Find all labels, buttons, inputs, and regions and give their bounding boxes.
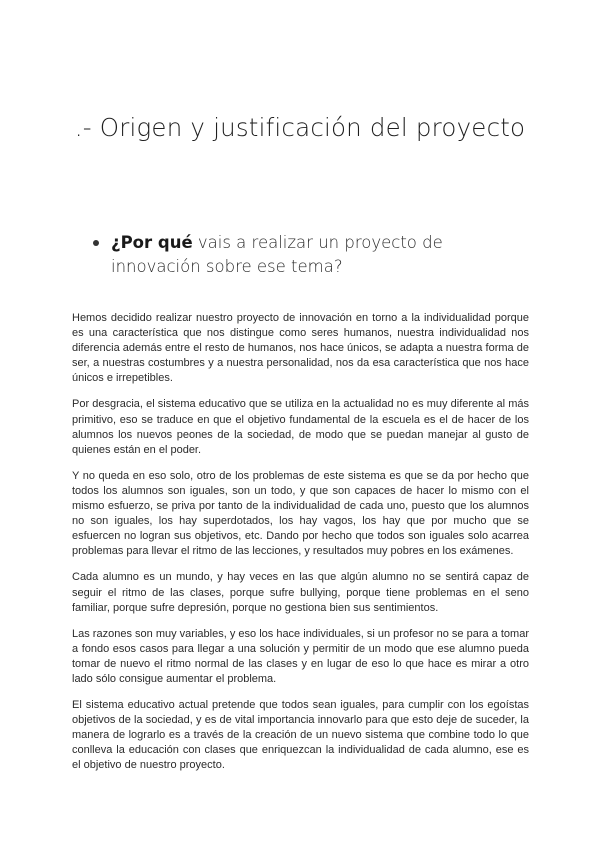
question-bold: ¿Por qué [111,233,193,252]
page-title: .- Origen y justificación del proyecto [74,113,526,142]
paragraph: El sistema educativo actual pretende que todos sean iguales, para cumplir con los egoístas objetivos de la sociedad, y es de vital importancia innovarlo para que esto deje de suceder, la manera de lograrlo es a través de la creación de un nuevo sistema que combine todo lo que conlleva la educación con clases que enriquezcan la individualidad de cada alumno, ese es el objetivo de nuestro proyecto. [72,699,529,772]
paragraph: Por desgracia, el sistema educativo que se utiliza en la actualidad no es muy diferente al más primitivo, eso se traduce en que el objetivo fundamental de la escuela es el de hacer de los alumnos los nuevos peones de la sociedad, de modo que se puedan manejar al gusto de quienes están en el poder. [72,398,529,456]
paragraph: Las razones son muy variables, y eso los hace individuales, si un profesor no se para a tomar a fondo esos casos para llegar a una solución y permitir de un modo que ese alumno pueda tomar de nuevo el ritmo normal de las clases y en lugar de eso lo que hace es mirar a otro lado sólo consigue aumentar el problema. [72,627,529,685]
paragraph: Hemos decidido realizar nuestro proyecto de innovación en torno a la individualidad porque es una característica que nos distingue como seres humanos, nuestra individualidad nos diferencia además entre el resto de humanos, nos hace únicos, se adapta a nuestra forma de ser, a nuestras costumbres y a nuestra personalidad, nos da esa característica que nos hace únicos e irrepetibles. [72,312,529,385]
question-rest: vais a realizar un proyecto de innovación sobre ese tema? [111,233,443,276]
body-text [72,311,529,785]
paragraph: Y no queda en eso solo, otro de los problemas de este sistema es que se da por hecho que todos los alumnos son iguales, son un todo, y que son capaces de hacer lo mismo con el mismo esfuerzo, se priva por tanto de la individualidad de cada uno, puesto que los alumnos no son iguales, los hay superdotados, los hay vagos, los hay que por mucho que se esfuercen no logran sus objetivos, etc. Dando por hecho que todos son iguales solo acarrea problemas para llevar el ritmo de las lecciones, y resultados muy pobres en los exámenes. [72,469,529,558]
bullet-icon [93,240,99,246]
question-text [111,231,513,279]
paragraph: Cada alumno es un mundo, y hay veces en las que algún alumno no se sentirá capaz de seguir el ritmo de las clases, porque sufre bullying, porque tiene problemas en el seno familiar, porque sufre depresión, porque no gestiona bien sus sentimientos. [72,571,529,614]
question-list-item [93,231,513,279]
